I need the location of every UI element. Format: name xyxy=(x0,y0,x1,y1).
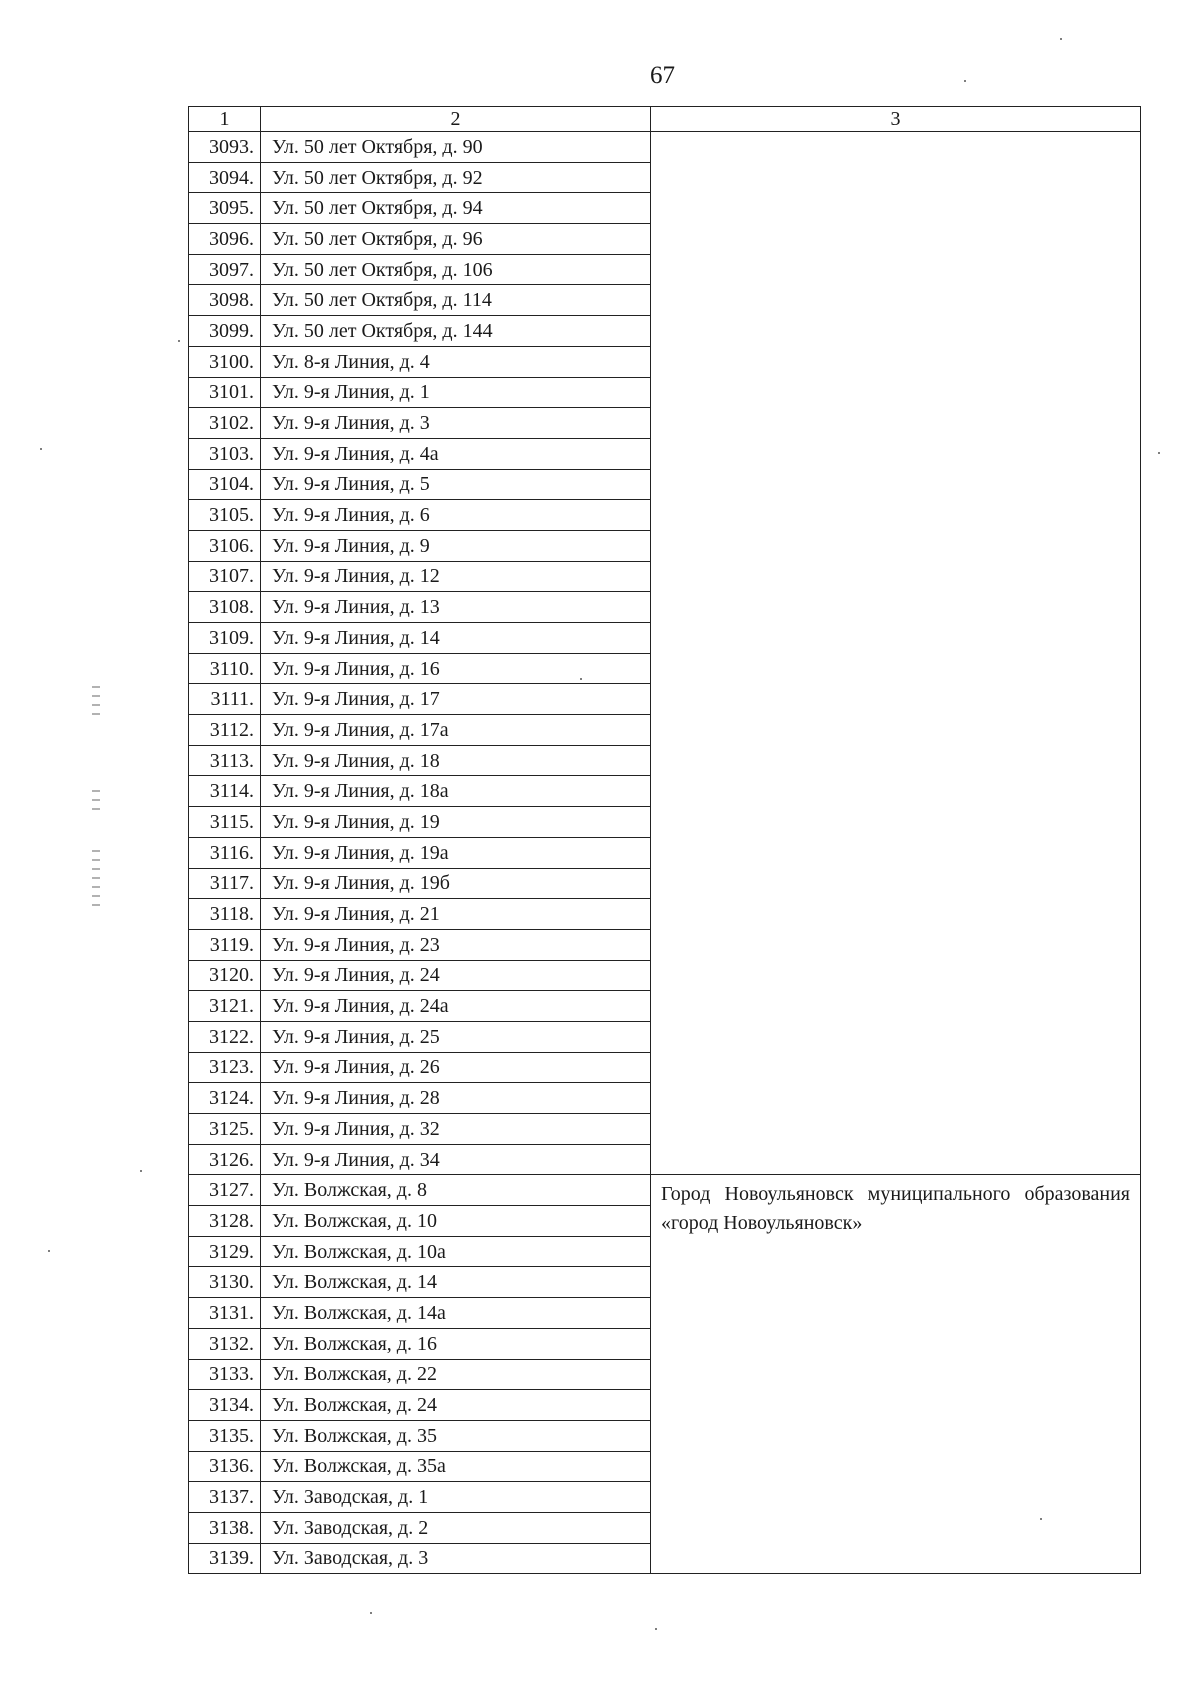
row-number: 3106. xyxy=(189,530,261,561)
address-cell: Ул. 50 лет Октября, д. 144 xyxy=(261,316,651,347)
row-number: 3102. xyxy=(189,408,261,439)
scan-speck xyxy=(178,340,180,342)
row-number: 3136. xyxy=(189,1451,261,1482)
address-cell: Ул. 9-я Линия, д. 25 xyxy=(261,1021,651,1052)
row-number: 3137. xyxy=(189,1482,261,1513)
table-header-row xyxy=(189,107,1141,132)
address-cell: Ул. 8-я Линия, д. 4 xyxy=(261,346,651,377)
row-number: 3111. xyxy=(189,684,261,715)
row-number: 3126. xyxy=(189,1144,261,1175)
address-cell: Ул. Заводская, д. 1 xyxy=(261,1482,651,1513)
row-number: 3116. xyxy=(189,837,261,868)
address-cell: Ул. 9-я Линия, д. 14 xyxy=(261,623,651,654)
table-row xyxy=(189,132,1141,163)
row-number: 3096. xyxy=(189,224,261,255)
row-number: 3127. xyxy=(189,1175,261,1206)
row-number: 3107. xyxy=(189,561,261,592)
row-number: 3108. xyxy=(189,592,261,623)
address-cell: Ул. 9-я Линия, д. 17 xyxy=(261,684,651,715)
row-number: 3134. xyxy=(189,1390,261,1421)
address-cell: Ул. Волжская, д. 24 xyxy=(261,1390,651,1421)
address-cell: Ул. Волжская, д. 10 xyxy=(261,1206,651,1237)
row-number: 3122. xyxy=(189,1021,261,1052)
municipality-cell: Город Новоульяновск муниципального образования «город Новоульяновск» xyxy=(651,1175,1141,1574)
address-cell: Ул. 50 лет Октября, д. 90 xyxy=(261,132,651,163)
margin-scan-marks xyxy=(92,790,100,810)
address-cell: Ул. Заводская, д. 3 xyxy=(261,1543,651,1574)
address-cell: Ул. Волжская, д. 35а xyxy=(261,1451,651,1482)
row-number: 3093. xyxy=(189,132,261,163)
address-register-table xyxy=(188,106,1141,1574)
row-number: 3115. xyxy=(189,807,261,838)
address-cell: Ул. 50 лет Октября, д. 114 xyxy=(261,285,651,316)
address-cell: Ул. 9-я Линия, д. 32 xyxy=(261,1114,651,1145)
address-cell: Ул. 50 лет Октября, д. 96 xyxy=(261,224,651,255)
row-number: 3125. xyxy=(189,1114,261,1145)
row-number: 3121. xyxy=(189,991,261,1022)
address-cell: Ул. 9-я Линия, д. 24а xyxy=(261,991,651,1022)
column-header: 1 xyxy=(189,107,261,132)
margin-scan-marks xyxy=(92,686,100,722)
row-number: 3128. xyxy=(189,1206,261,1237)
column-header: 3 xyxy=(651,107,1141,132)
address-cell: Ул. 9-я Линия, д. 19а xyxy=(261,837,651,868)
address-cell: Ул. Заводская, д. 2 xyxy=(261,1512,651,1543)
address-cell: Ул. 9-я Линия, д. 1 xyxy=(261,377,651,408)
row-number: 3110. xyxy=(189,653,261,684)
address-cell: Ул. 9-я Линия, д. 6 xyxy=(261,500,651,531)
row-number: 3120. xyxy=(189,960,261,991)
address-cell: Ул. 9-я Линия, д. 3 xyxy=(261,408,651,439)
address-cell: Ул. Волжская, д. 35 xyxy=(261,1420,651,1451)
scan-speck xyxy=(370,1612,372,1614)
row-number: 3129. xyxy=(189,1236,261,1267)
row-number: 3094. xyxy=(189,162,261,193)
row-number: 3104. xyxy=(189,469,261,500)
address-cell: Ул. 9-я Линия, д. 13 xyxy=(261,592,651,623)
address-cell: Ул. 50 лет Октября, д. 106 xyxy=(261,254,651,285)
row-number: 3100. xyxy=(189,346,261,377)
address-cell: Ул. Волжская, д. 14а xyxy=(261,1298,651,1329)
address-cell: Ул. 9-я Линия, д. 18 xyxy=(261,745,651,776)
address-cell: Ул. 9-я Линия, д. 24 xyxy=(261,960,651,991)
row-number: 3098. xyxy=(189,285,261,316)
address-cell: Ул. 9-я Линия, д. 19 xyxy=(261,807,651,838)
row-number: 3103. xyxy=(189,438,261,469)
address-cell: Ул. Волжская, д. 16 xyxy=(261,1328,651,1359)
address-cell: Ул. 9-я Линия, д. 28 xyxy=(261,1083,651,1114)
address-cell: Ул. Волжская, д. 8 xyxy=(261,1175,651,1206)
address-cell: Ул. 9-я Линия, д. 9 xyxy=(261,530,651,561)
address-cell: Ул. 9-я Линия, д. 16 xyxy=(261,653,651,684)
row-number: 3131. xyxy=(189,1298,261,1329)
address-cell: Ул. 9-я Линия, д. 17а xyxy=(261,715,651,746)
address-cell: Ул. 9-я Линия, д. 19б xyxy=(261,868,651,899)
address-cell: Ул. 9-я Линия, д. 23 xyxy=(261,929,651,960)
row-number: 3123. xyxy=(189,1052,261,1083)
row-number: 3097. xyxy=(189,254,261,285)
row-number: 3133. xyxy=(189,1359,261,1390)
row-number: 3099. xyxy=(189,316,261,347)
address-cell: Ул. 50 лет Октября, д. 94 xyxy=(261,193,651,224)
scan-speck xyxy=(964,80,966,82)
address-cell: Ул. 9-я Линия, д. 34 xyxy=(261,1144,651,1175)
address-cell: Ул. Волжская, д. 10а xyxy=(261,1236,651,1267)
address-cell: Ул. 50 лет Октября, д. 92 xyxy=(261,162,651,193)
scan-speck xyxy=(1158,452,1160,454)
scan-speck xyxy=(1060,38,1062,40)
row-number: 3135. xyxy=(189,1420,261,1451)
row-number: 3124. xyxy=(189,1083,261,1114)
scan-speck xyxy=(40,448,42,450)
scan-speck xyxy=(655,1628,657,1630)
table-row xyxy=(189,1175,1141,1206)
address-cell: Ул. Волжская, д. 14 xyxy=(261,1267,651,1298)
row-number: 3105. xyxy=(189,500,261,531)
row-number: 3101. xyxy=(189,377,261,408)
row-number: 3132. xyxy=(189,1328,261,1359)
address-cell: Ул. 9-я Линия, д. 26 xyxy=(261,1052,651,1083)
row-number: 3113. xyxy=(189,745,261,776)
row-number: 3117. xyxy=(189,868,261,899)
address-cell: Ул. Волжская, д. 22 xyxy=(261,1359,651,1390)
row-number: 3138. xyxy=(189,1512,261,1543)
scan-speck xyxy=(48,1250,50,1252)
scan-speck xyxy=(140,1170,142,1172)
row-number: 3112. xyxy=(189,715,261,746)
row-number: 3119. xyxy=(189,929,261,960)
row-number: 3139. xyxy=(189,1543,261,1574)
row-number: 3109. xyxy=(189,623,261,654)
address-cell: Ул. 9-я Линия, д. 18а xyxy=(261,776,651,807)
column-header: 2 xyxy=(261,107,651,132)
address-cell: Ул. 9-я Линия, д. 12 xyxy=(261,561,651,592)
page-number: 67 xyxy=(650,62,675,89)
address-cell: Ул. 9-я Линия, д. 5 xyxy=(261,469,651,500)
row-number: 3095. xyxy=(189,193,261,224)
row-number: 3118. xyxy=(189,899,261,930)
margin-scan-marks xyxy=(92,850,100,910)
municipality-cell xyxy=(651,132,1141,1175)
address-cell: Ул. 9-я Линия, д. 4а xyxy=(261,438,651,469)
row-number: 3130. xyxy=(189,1267,261,1298)
row-number: 3114. xyxy=(189,776,261,807)
address-cell: Ул. 9-я Линия, д. 21 xyxy=(261,899,651,930)
